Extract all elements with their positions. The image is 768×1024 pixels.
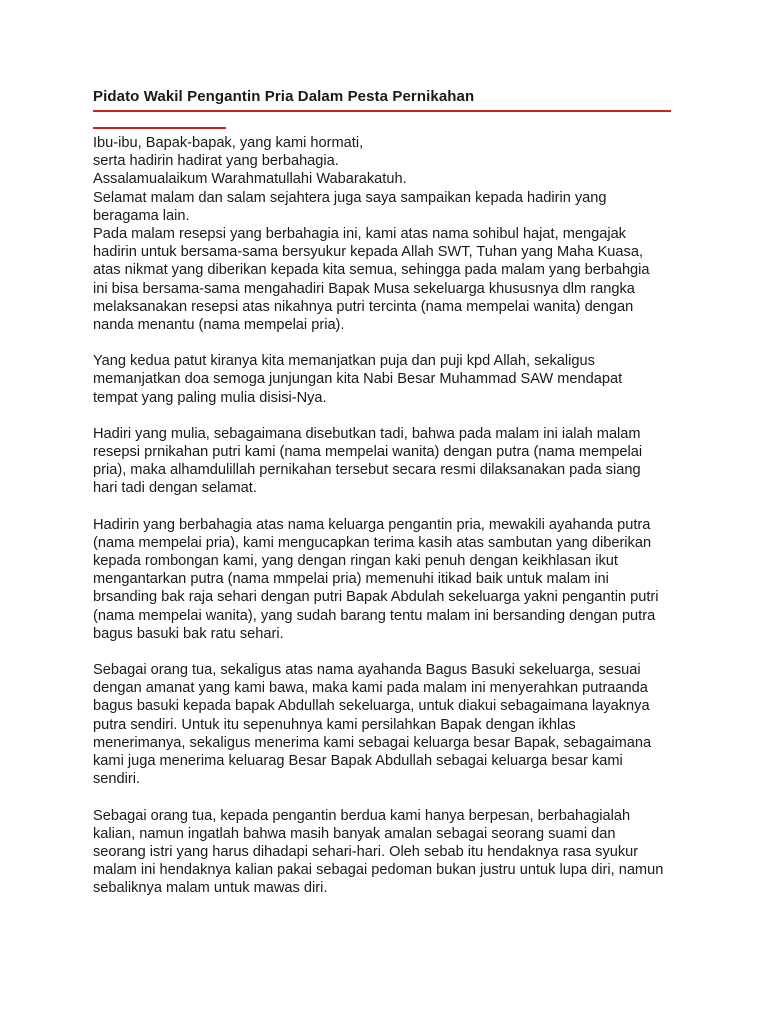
title-underline	[93, 110, 671, 112]
text-line: kalian, namun ingatlah bahwa masih banyak amalan sebagai seorang suami dan	[93, 825, 616, 842]
paragraph-prayer	[93, 352, 676, 407]
paragraph-thanks	[93, 516, 676, 643]
text-line: beragama lain.	[93, 207, 190, 224]
title-underline-continuation	[93, 127, 226, 129]
text-line: nanda menantu (nama mempelai pria).	[93, 317, 345, 334]
text-line: Pada malam resepsi yang berbahagia ini, kami atas nama sohibul hajat, mengajak	[93, 226, 626, 243]
text-line: bagus basuki bak ratu sehari.	[93, 625, 284, 642]
text-line: Yang kedua patut kiranya kita memanjatkan puja dan puji kpd Allah, sekaligus	[93, 353, 595, 370]
text-line: putra sendiri. Untuk itu sepenuhnya kami persilahkan Bapak dengan ikhlas	[93, 716, 576, 733]
text-line: menerimanya, sekaligus menerima kami sebagai keluarga besar Bapak, sebagaimana	[93, 734, 652, 751]
text-line: malam ini hendaknya kalian pakai sebagai pedoman bukan justru untuk lupa diri, namun	[93, 862, 664, 879]
text-line: dengan amanat yang kami bawa, maka kami pada malam ini menyerahkan putraanda	[93, 680, 648, 697]
text-line: seorang istri yang harus dihadapi sehari-hari. Oleh sebab itu hendaknya rasa syukur	[93, 843, 639, 860]
text-line: tempat yang paling mulia disisi-Nya.	[93, 389, 327, 406]
text-line: ini bisa bersama-sama mengahadiri Bapak Musa sekeluarga khususnya dlm rangka	[93, 280, 635, 297]
text-line: Hadiri yang mulia, sebagaimana disebutkan tadi, bahwa pada malam ini ialah malam	[93, 425, 641, 442]
text-line: Ibu-ibu, Bapak-bapak, yang kami hormati,	[93, 135, 364, 151]
text-line: Sebagai orang tua, sekaligus atas nama ayahanda Bagus Basuki sekeluarga, sesuai	[93, 662, 641, 679]
text-line: sendiri.	[93, 771, 141, 788]
text-line: hadirin untuk bersama-sama bersyukur kepada Allah SWT, Tuhan yang Maha Kuasa,	[93, 244, 644, 261]
text-line: Assalamualaikum Warahmatullahi Wabarakatuh.	[93, 171, 407, 188]
text-line: hari tadi dengan selamat.	[93, 480, 257, 497]
text-line: serta hadirin hadirat yang berbahagia.	[93, 153, 339, 170]
text-line: sebaliknya malam untuk mawas diri.	[93, 880, 328, 897]
text-line: resepsi prnikahan putri kami (nama mempelai wanita) dengan putra (nama mempelai	[93, 444, 643, 461]
text-line: bagus basuki kepada bapak Abdullah sekeluarga, untuk diakui sebagaimana layaknya	[93, 698, 650, 715]
paragraph-greeting	[93, 134, 676, 334]
text-line: kepada rombongan kami, yang dengan ringan kaki penuh dengan keikhlasan ikut	[93, 553, 618, 570]
text-line: atas nikmat yang diberikan kepada kita semua, sehingga pada malam yang berbahgia	[93, 262, 650, 279]
text-line: pria), maka alhamdulillah pernikahan tersebut secara resmi dilaksanakan pada siang	[93, 462, 641, 479]
document-title: Pidato Wakil Pengantin Pria Dalam Pesta Pernikahan	[93, 88, 475, 105]
text-line: brsanding bak raja sehari dengan putri Bapak Abdulah sekeluarga yakni pengantin putri	[93, 589, 659, 606]
text-line: mengantarkan putra (nama mmpelai pria) memenuhi itikad baik untuk malam ini	[93, 571, 609, 588]
text-line: memanjatkan doa semoga junjungan kita Nabi Besar Muhammad SAW mendapat	[93, 371, 623, 388]
paragraph-ceremony	[93, 425, 676, 498]
paragraph-advice	[93, 807, 676, 898]
text-line: Hadirin yang berbahagia atas nama keluarga pengantin pria, mewakili ayahanda putra	[93, 516, 651, 533]
document-body	[93, 134, 676, 898]
text-line: melaksanakan resepsi atas nikahnya putri tercinta (nama mempelai wanita) dengan	[93, 298, 634, 315]
text-line: Sebagai orang tua, kepada pengantin berdua kami hanya berpesan, berbahagialah	[93, 807, 631, 824]
text-line: (nama mempelai pria), kami mengucapkan terima kasih atas sambutan yang diberikan	[93, 534, 652, 551]
paragraph-handover	[93, 661, 676, 788]
text-line: kami juga menerima keluarag Besar Bapak Abdullah sebagai keluarga besar kami	[93, 753, 623, 770]
text-line: (nama mempelai wanita), yang sudah barang tentu malam ini bersanding dengan putra	[93, 607, 656, 624]
text-line: Selamat malam dan salam sejahtera juga saya sampaikan kepada hadirin yang	[93, 189, 607, 206]
